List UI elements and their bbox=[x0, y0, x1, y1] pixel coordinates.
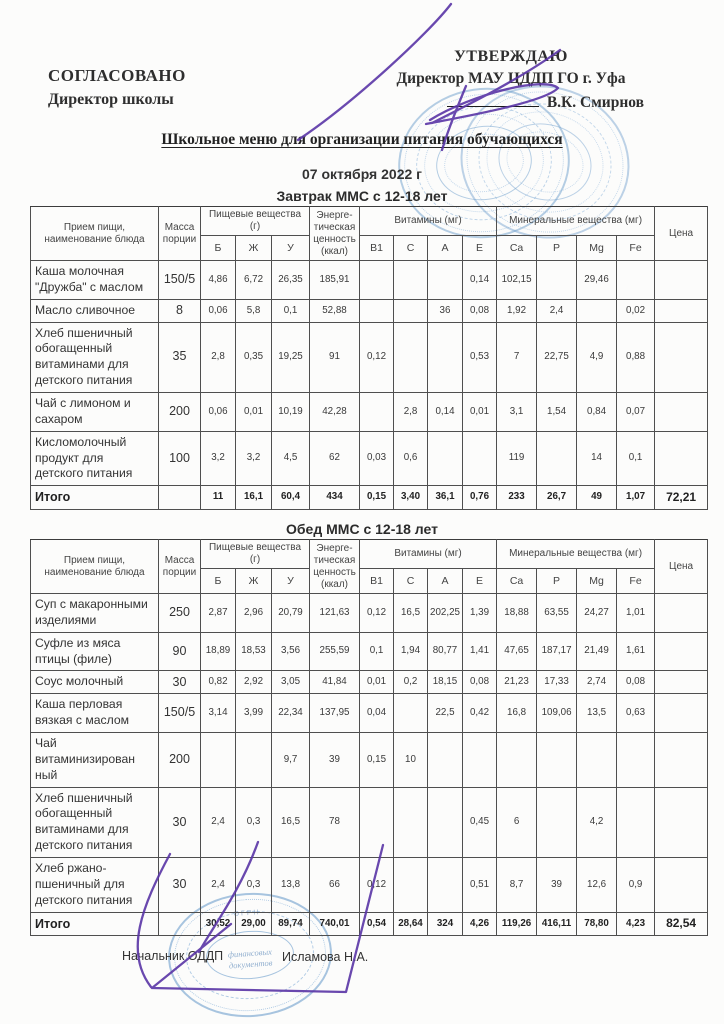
value-cell: 2,96 bbox=[236, 594, 272, 633]
value-cell bbox=[497, 733, 537, 788]
value-cell: 0,02 bbox=[617, 299, 655, 322]
value-cell: 10 bbox=[394, 733, 428, 788]
value-cell: 3,2 bbox=[236, 431, 272, 486]
value-cell: 0,1 bbox=[272, 299, 310, 322]
value-cell: 1,61 bbox=[617, 632, 655, 671]
col-protein: Б bbox=[201, 569, 236, 594]
value-cell: 2,8 bbox=[201, 322, 236, 392]
dish-name-cell: Суп с макаронными изделиями bbox=[31, 594, 159, 633]
col-meal: Прием пищи, наименование блюда bbox=[31, 540, 159, 594]
value-cell: 22,5 bbox=[428, 694, 463, 733]
price-cell: 72,21 bbox=[655, 486, 708, 509]
value-cell: 4,23 bbox=[617, 912, 655, 935]
col-price: Цена bbox=[655, 207, 708, 261]
col-minerals: Минеральные вещества (мг) bbox=[497, 540, 655, 569]
value-cell bbox=[537, 431, 577, 486]
footer-signatory-role: Начальник ОДДП bbox=[122, 949, 224, 963]
col-fat: Ж bbox=[236, 569, 272, 594]
value-cell: 5,8 bbox=[236, 299, 272, 322]
price-cell bbox=[655, 393, 708, 432]
value-cell bbox=[428, 261, 463, 300]
price-cell bbox=[655, 299, 708, 322]
value-cell bbox=[537, 787, 577, 857]
price-cell bbox=[655, 261, 708, 300]
dish-row bbox=[31, 694, 708, 733]
dish-row bbox=[31, 322, 708, 392]
dish-name-cell: Чай с лимоном и сахаром bbox=[31, 393, 159, 432]
value-cell bbox=[577, 733, 617, 788]
col-b1: B1 bbox=[360, 569, 394, 594]
price-cell bbox=[655, 858, 708, 913]
value-cell: 16,1 bbox=[236, 486, 272, 509]
breakfast-title: Завтрак ММС с 12-18 лет bbox=[276, 188, 448, 204]
dish-name-cell: Каша молочная "Дружба" с маслом bbox=[31, 261, 159, 300]
value-cell bbox=[428, 787, 463, 857]
col-vitamins: Витамины (мг) bbox=[360, 540, 497, 569]
value-cell bbox=[537, 733, 577, 788]
price-cell bbox=[655, 322, 708, 392]
value-cell: 0,01 bbox=[360, 671, 394, 694]
col-a: A bbox=[428, 236, 463, 261]
value-cell: 3,2 bbox=[201, 431, 236, 486]
value-cell bbox=[428, 733, 463, 788]
col-fe: Fe bbox=[617, 236, 655, 261]
value-cell: 119 bbox=[497, 431, 537, 486]
value-cell: 28,64 bbox=[394, 912, 428, 935]
value-cell: 2,4 bbox=[537, 299, 577, 322]
portion-mass-cell: 35 bbox=[159, 322, 201, 392]
col-minerals: Минеральные вещества (мг) bbox=[497, 207, 655, 236]
value-cell: 78 bbox=[310, 787, 360, 857]
approved-label: УТВЕРЖДАЮ bbox=[454, 48, 568, 65]
value-cell bbox=[394, 787, 428, 857]
value-cell: 0,12 bbox=[360, 322, 394, 392]
value-cell: 0,07 bbox=[617, 393, 655, 432]
col-b1: B1 bbox=[360, 236, 394, 261]
value-cell: 41,84 bbox=[310, 671, 360, 694]
value-cell: 0,06 bbox=[201, 299, 236, 322]
value-cell: 0,9 bbox=[617, 858, 655, 913]
dish-row bbox=[31, 594, 708, 633]
price-cell bbox=[655, 594, 708, 633]
col-ca: Ca bbox=[497, 569, 537, 594]
value-cell: 2,8 bbox=[394, 393, 428, 432]
dish-name-cell: Хлеб пшеничный обогащенный витаминами для детского питания bbox=[31, 787, 159, 857]
dish-name-cell: Итого bbox=[31, 486, 159, 509]
breakfast-table-header bbox=[31, 207, 708, 261]
value-cell: 36 bbox=[428, 299, 463, 322]
value-cell bbox=[428, 431, 463, 486]
value-cell: 740,01 bbox=[310, 912, 360, 935]
dish-name-cell: Каша перловая вязкая с маслом bbox=[31, 694, 159, 733]
breakfast-table bbox=[30, 206, 708, 510]
dish-row bbox=[31, 431, 708, 486]
value-cell: 4,26 bbox=[463, 912, 497, 935]
value-cell bbox=[617, 733, 655, 788]
value-cell: 1,39 bbox=[463, 594, 497, 633]
value-cell: 47,65 bbox=[497, 632, 537, 671]
value-cell: 4,9 bbox=[577, 322, 617, 392]
value-cell: 3,99 bbox=[236, 694, 272, 733]
value-cell: 13,5 bbox=[577, 694, 617, 733]
price-cell bbox=[655, 671, 708, 694]
col-ca: Ca bbox=[497, 236, 537, 261]
value-cell: 0,08 bbox=[463, 671, 497, 694]
value-cell: 26,7 bbox=[537, 486, 577, 509]
value-cell: 26,35 bbox=[272, 261, 310, 300]
total-row bbox=[31, 912, 708, 935]
value-cell: 185,91 bbox=[310, 261, 360, 300]
value-cell: 6,72 bbox=[236, 261, 272, 300]
value-cell bbox=[394, 261, 428, 300]
value-cell: 0,01 bbox=[236, 393, 272, 432]
portion-mass-cell: 200 bbox=[159, 393, 201, 432]
value-cell: 109,06 bbox=[537, 694, 577, 733]
value-cell: 60,4 bbox=[272, 486, 310, 509]
value-cell: 0,14 bbox=[428, 393, 463, 432]
value-cell: 16,5 bbox=[272, 787, 310, 857]
value-cell: 2,74 bbox=[577, 671, 617, 694]
dish-row bbox=[31, 858, 708, 913]
value-cell bbox=[463, 733, 497, 788]
price-cell: 82,54 bbox=[655, 912, 708, 935]
value-cell: 233 bbox=[497, 486, 537, 509]
value-cell: 0,88 bbox=[617, 322, 655, 392]
price-cell bbox=[655, 733, 708, 788]
value-cell: 78,80 bbox=[577, 912, 617, 935]
value-cell bbox=[360, 261, 394, 300]
value-cell: 0,51 bbox=[463, 858, 497, 913]
value-cell: 18,89 bbox=[201, 632, 236, 671]
lunch-title: Обед ММС с 12-18 лет bbox=[286, 521, 438, 537]
col-mg: Mg bbox=[577, 569, 617, 594]
value-cell: 121,63 bbox=[310, 594, 360, 633]
value-cell: 0,35 bbox=[236, 322, 272, 392]
approved-signature-line bbox=[350, 92, 672, 112]
col-nutrients: Пищевые вещества (г) bbox=[201, 207, 310, 236]
value-cell: 20,79 bbox=[272, 594, 310, 633]
value-cell: 29,00 bbox=[236, 912, 272, 935]
value-cell: 0,1 bbox=[360, 632, 394, 671]
value-cell: 0,82 bbox=[201, 671, 236, 694]
value-cell: 62 bbox=[310, 431, 360, 486]
value-cell: 0,15 bbox=[360, 486, 394, 509]
dish-row bbox=[31, 671, 708, 694]
dish-row bbox=[31, 299, 708, 322]
value-cell: 2,92 bbox=[236, 671, 272, 694]
value-cell: 11 bbox=[201, 486, 236, 509]
value-cell: 0,42 bbox=[463, 694, 497, 733]
value-cell: 91 bbox=[310, 322, 360, 392]
value-cell: 0,53 bbox=[463, 322, 497, 392]
lunch-table bbox=[30, 539, 708, 936]
agreed-role: Директор школы bbox=[48, 91, 174, 108]
value-cell: 3,1 bbox=[497, 393, 537, 432]
col-fat: Ж bbox=[236, 236, 272, 261]
dish-row bbox=[31, 261, 708, 300]
col-meal: Прием пищи, наименование блюда bbox=[31, 207, 159, 261]
col-fe: Fe bbox=[617, 569, 655, 594]
value-cell: 19,25 bbox=[272, 322, 310, 392]
value-cell: 42,28 bbox=[310, 393, 360, 432]
value-cell: 1,01 bbox=[617, 594, 655, 633]
dish-name-cell: Масло сливочное bbox=[31, 299, 159, 322]
col-protein: Б bbox=[201, 236, 236, 261]
signature-underline bbox=[447, 92, 539, 107]
document-title: Школьное меню для организации питания обучающихся bbox=[161, 131, 563, 148]
col-carbs: У bbox=[272, 236, 310, 261]
price-cell bbox=[655, 787, 708, 857]
dish-row bbox=[31, 733, 708, 788]
value-cell: 0,45 bbox=[463, 787, 497, 857]
col-energy: Энерге-тическая ценность (ккал) bbox=[310, 540, 360, 594]
dish-row bbox=[31, 632, 708, 671]
value-cell: 49 bbox=[577, 486, 617, 509]
col-nutrients: Пищевые вещества (г) bbox=[201, 540, 310, 569]
col-e: E bbox=[463, 569, 497, 594]
value-cell: 39 bbox=[310, 733, 360, 788]
value-cell: 0,08 bbox=[617, 671, 655, 694]
value-cell bbox=[360, 787, 394, 857]
dish-name-cell: Итого bbox=[31, 912, 159, 935]
stamp-arc-text: ОГРН bbox=[233, 909, 261, 919]
portion-mass-cell: 100 bbox=[159, 431, 201, 486]
col-p: P bbox=[537, 236, 577, 261]
value-cell: 7 bbox=[497, 322, 537, 392]
col-energy: Энерге-тическая ценность (ккал) bbox=[310, 207, 360, 261]
value-cell bbox=[617, 261, 655, 300]
value-cell: 0,08 bbox=[463, 299, 497, 322]
portion-mass-cell: 200 bbox=[159, 733, 201, 788]
price-cell bbox=[655, 694, 708, 733]
portion-mass-cell: 30 bbox=[159, 671, 201, 694]
value-cell: 3,40 bbox=[394, 486, 428, 509]
col-c: C bbox=[394, 236, 428, 261]
col-c: C bbox=[394, 569, 428, 594]
value-cell: 22,75 bbox=[537, 322, 577, 392]
portion-mass-cell: 30 bbox=[159, 858, 201, 913]
price-cell bbox=[655, 632, 708, 671]
col-mg: Mg bbox=[577, 236, 617, 261]
value-cell: 0,3 bbox=[236, 787, 272, 857]
value-cell: 89,74 bbox=[272, 912, 310, 935]
value-cell: 0,63 bbox=[617, 694, 655, 733]
value-cell: 1,07 bbox=[617, 486, 655, 509]
value-cell: 22,34 bbox=[272, 694, 310, 733]
value-cell bbox=[201, 733, 236, 788]
value-cell: 0,15 bbox=[360, 733, 394, 788]
value-cell: 3,14 bbox=[201, 694, 236, 733]
value-cell: 16,8 bbox=[497, 694, 537, 733]
value-cell: 63,55 bbox=[537, 594, 577, 633]
value-cell: 187,17 bbox=[537, 632, 577, 671]
dish-name-cell: Чай витаминизирован ный bbox=[31, 733, 159, 788]
col-vitamins: Витамины (мг) bbox=[360, 207, 497, 236]
value-cell bbox=[360, 393, 394, 432]
price-cell bbox=[655, 431, 708, 486]
value-cell bbox=[394, 694, 428, 733]
value-cell: 0,1 bbox=[617, 431, 655, 486]
col-mass: Масса порции bbox=[159, 207, 201, 261]
value-cell: 1,54 bbox=[537, 393, 577, 432]
value-cell bbox=[394, 858, 428, 913]
value-cell: 0,01 bbox=[463, 393, 497, 432]
value-cell: 12,6 bbox=[577, 858, 617, 913]
value-cell: 18,53 bbox=[236, 632, 272, 671]
portion-mass-cell: 8 bbox=[159, 299, 201, 322]
value-cell bbox=[360, 299, 394, 322]
value-cell: 36,1 bbox=[428, 486, 463, 509]
col-p: P bbox=[537, 569, 577, 594]
dish-row bbox=[31, 393, 708, 432]
dish-name-cell: Кисломолочный продукт для детского питания bbox=[31, 431, 159, 486]
value-cell: 21,23 bbox=[497, 671, 537, 694]
value-cell: 18,88 bbox=[497, 594, 537, 633]
value-cell: 9,7 bbox=[272, 733, 310, 788]
value-cell: 0,12 bbox=[360, 594, 394, 633]
value-cell: 2,4 bbox=[201, 858, 236, 913]
value-cell: 1,94 bbox=[394, 632, 428, 671]
agreed-block bbox=[48, 66, 186, 109]
value-cell: 29,46 bbox=[577, 261, 617, 300]
value-cell bbox=[537, 261, 577, 300]
approved-role: Директор МАУ ЦДДП ГО г. Уфа bbox=[396, 70, 626, 87]
value-cell: 119,26 bbox=[497, 912, 537, 935]
value-cell: 66 bbox=[310, 858, 360, 913]
value-cell: 202,25 bbox=[428, 594, 463, 633]
value-cell: 0,14 bbox=[463, 261, 497, 300]
value-cell: 0,04 bbox=[360, 694, 394, 733]
value-cell bbox=[428, 322, 463, 392]
value-cell: 324 bbox=[428, 912, 463, 935]
value-cell: 0,12 bbox=[360, 858, 394, 913]
document-date: 07 октября 2022 г bbox=[302, 166, 422, 182]
value-cell: 4,2 bbox=[577, 787, 617, 857]
value-cell bbox=[617, 787, 655, 857]
col-carbs: У bbox=[272, 569, 310, 594]
value-cell: 0,84 bbox=[577, 393, 617, 432]
value-cell: 24,27 bbox=[577, 594, 617, 633]
lunch-table-header bbox=[31, 540, 708, 594]
value-cell: 80,77 bbox=[428, 632, 463, 671]
value-cell: 137,95 bbox=[310, 694, 360, 733]
value-cell: 102,15 bbox=[497, 261, 537, 300]
col-price: Цена bbox=[655, 540, 708, 594]
value-cell: 255,59 bbox=[310, 632, 360, 671]
portion-mass-cell bbox=[159, 912, 201, 935]
dish-name-cell: Суфле из мяса птицы (филе) bbox=[31, 632, 159, 671]
value-cell: 17,33 bbox=[537, 671, 577, 694]
value-cell: 0,2 bbox=[394, 671, 428, 694]
value-cell: 3,56 bbox=[272, 632, 310, 671]
value-cell: 21,49 bbox=[577, 632, 617, 671]
value-cell: 0,76 bbox=[463, 486, 497, 509]
value-cell: 16,5 bbox=[394, 594, 428, 633]
value-cell: 39 bbox=[537, 858, 577, 913]
portion-mass-cell: 150/5 bbox=[159, 261, 201, 300]
value-cell: 1,41 bbox=[463, 632, 497, 671]
agreed-label: СОГЛАСОВАНО bbox=[48, 66, 186, 85]
dish-name-cell: Хлеб ржано-пшеничный для детского питания bbox=[31, 858, 159, 913]
value-cell: 0,06 bbox=[201, 393, 236, 432]
col-a: A bbox=[428, 569, 463, 594]
value-cell: 2,4 bbox=[201, 787, 236, 857]
portion-mass-cell: 150/5 bbox=[159, 694, 201, 733]
value-cell bbox=[428, 858, 463, 913]
col-mass: Масса порции bbox=[159, 540, 201, 594]
value-cell: 0,3 bbox=[236, 858, 272, 913]
value-cell: 0,54 bbox=[360, 912, 394, 935]
approved-block bbox=[350, 48, 672, 112]
portion-mass-cell bbox=[159, 486, 201, 509]
value-cell: 6 bbox=[497, 787, 537, 857]
portion-mass-cell: 30 bbox=[159, 787, 201, 857]
value-cell: 1,92 bbox=[497, 299, 537, 322]
value-cell bbox=[236, 733, 272, 788]
approver-name: В.К. Смирнов bbox=[546, 94, 644, 111]
dish-name-cell: Хлеб пшеничный обогащенный витаминами для детского питания bbox=[31, 322, 159, 392]
value-cell: 0,6 bbox=[394, 431, 428, 486]
value-cell: 416,11 bbox=[537, 912, 577, 935]
total-row bbox=[31, 486, 708, 509]
portion-mass-cell: 90 bbox=[159, 632, 201, 671]
value-cell: 30,52 bbox=[201, 912, 236, 935]
value-cell bbox=[463, 431, 497, 486]
value-cell: 52,88 bbox=[310, 299, 360, 322]
stamp-center-text: финансовых документов bbox=[227, 946, 273, 971]
footer-signatory-name: Исламова Н.А. bbox=[282, 950, 369, 964]
value-cell: 0,03 bbox=[360, 431, 394, 486]
value-cell: 14 bbox=[577, 431, 617, 486]
value-cell bbox=[577, 299, 617, 322]
value-cell: 13,8 bbox=[272, 858, 310, 913]
value-cell: 10,19 bbox=[272, 393, 310, 432]
portion-mass-cell: 250 bbox=[159, 594, 201, 633]
col-e: E bbox=[463, 236, 497, 261]
value-cell: 434 bbox=[310, 486, 360, 509]
value-cell bbox=[394, 299, 428, 322]
dish-name-cell: Соус молочный bbox=[31, 671, 159, 694]
value-cell bbox=[394, 322, 428, 392]
value-cell: 2,87 bbox=[201, 594, 236, 633]
value-cell: 4,86 bbox=[201, 261, 236, 300]
dish-row bbox=[31, 787, 708, 857]
value-cell: 8,7 bbox=[497, 858, 537, 913]
value-cell: 3,05 bbox=[272, 671, 310, 694]
value-cell: 18,15 bbox=[428, 671, 463, 694]
value-cell: 4,5 bbox=[272, 431, 310, 486]
